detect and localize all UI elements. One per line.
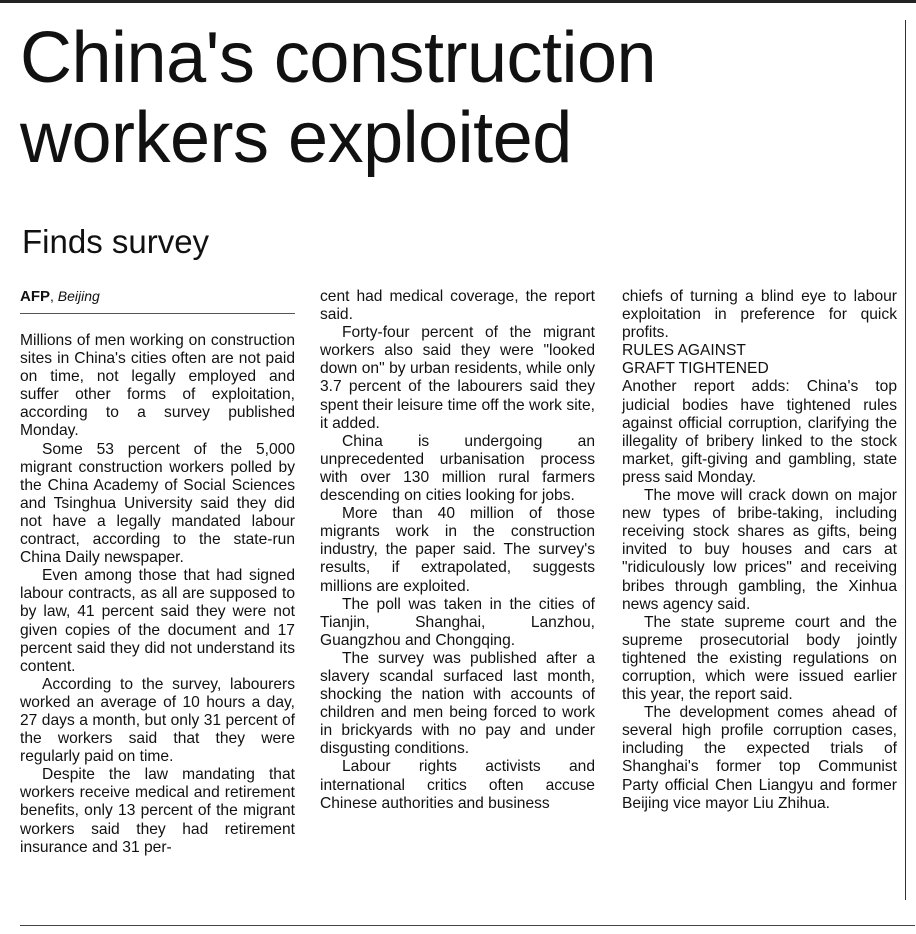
paragraph: chiefs of turning a blind eye to labour exploitation in preference for quick profits. bbox=[622, 288, 897, 342]
paragraph: The move will crack down on major new types of bribe-taking, including receiving stock shares as gifts, being invited to buy houses and cars at "ridiculously low prices" and receiving bribes through gambling, the Xinhua news agency said. bbox=[622, 487, 897, 613]
paragraph: Another report adds: China's top judicial bodies have tightened rules against official corruption, clarifying the illegality of bribery linked to the stock market, gift-giving and gambling, state press said Monday. bbox=[622, 378, 897, 486]
right-column-rule bbox=[905, 20, 906, 900]
paragraph: Labour rights activists and international critics often accuse Chinese authorities and business bbox=[320, 758, 595, 812]
bottom-rule bbox=[20, 925, 915, 926]
paragraph: Even among those that had signed labour contracts, as all are supposed to by law, 41 percent said they were not given copies of the document and 17 percent said they did not understand its content. bbox=[20, 567, 295, 675]
subheadline: Finds survey bbox=[22, 223, 210, 260]
paragraph: Forty-four percent of the migrant workers also said they were "looked down on" by urban residents, while only 3.7 percent of the labourers said they spent their leisure time off the work site, it added. bbox=[320, 324, 595, 432]
byline-rule bbox=[20, 313, 295, 314]
paragraph: Millions of men working on construction sites in China's cities often are not paid on time, not legally employed and suffer other forms of exploitation, according to a survey published Monday. bbox=[20, 332, 295, 440]
paragraph: More than 40 million of those migrants work in the construction industry, the paper said. The survey's results, if extrapolated, suggests millions are exploited. bbox=[320, 505, 595, 595]
crosshead-line-2: GRAFT TIGHTENED bbox=[622, 360, 769, 378]
headline: China's construction workers exploited bbox=[20, 18, 657, 178]
byline: AFP, Beijing bbox=[20, 288, 100, 305]
article-column-2 bbox=[320, 288, 595, 813]
paragraph: The development comes ahead of several high profile corruption cases, including the expected trials of Shanghai's former top Communist Party official Chen Liangyu and former Beijing vice mayor Liu Zhihua. bbox=[622, 704, 897, 812]
paragraph: The state supreme court and the supreme prosecutorial body jointly tightened the existing regulations on corruption, which were issued earlier this year, the report said. bbox=[622, 613, 897, 704]
byline-city: Beijing bbox=[57, 288, 100, 304]
paragraph: According to the survey, labourers worked an average of 10 hours a day, 27 days a month, but only 31 percent of the workers said that they were regularly paid on time. bbox=[20, 675, 295, 766]
article-column-3 bbox=[622, 288, 897, 813]
paragraph: The poll was taken in the cities of Tianjin, Shanghai, Lanzhou, Guangzhou and Chongqing. bbox=[320, 595, 595, 649]
crosshead-line-1: RULES AGAINST bbox=[622, 342, 746, 360]
article-column-1 bbox=[20, 286, 295, 857]
paragraph: China is undergoing an unprecedented urbanisation process with over 130 million rural farmers descending on cities looking for jobs. bbox=[320, 432, 595, 505]
paragraph: Despite the law mandating that workers receive medical and retirement benefits, only 13 percent of the migrant workers said they had retirement insurance and 31 per- bbox=[20, 766, 295, 856]
paragraph: The survey was published after a slavery scandal surfaced last month, shocking the nation with accounts of children and men being forced to work in brickyards with no pay and under disgusting conditions. bbox=[320, 649, 595, 758]
byline-agency: AFP bbox=[20, 288, 50, 305]
top-rule bbox=[0, 0, 916, 3]
paragraph: cent had medical coverage, the report said. bbox=[320, 288, 595, 324]
paragraph: Some 53 percent of the 5,000 migrant construction workers polled by the China Academy of Social Sciences and Tsinghua University said they did not have a legally mandated labour contract, according to the state-run China Daily newspaper. bbox=[20, 440, 295, 567]
